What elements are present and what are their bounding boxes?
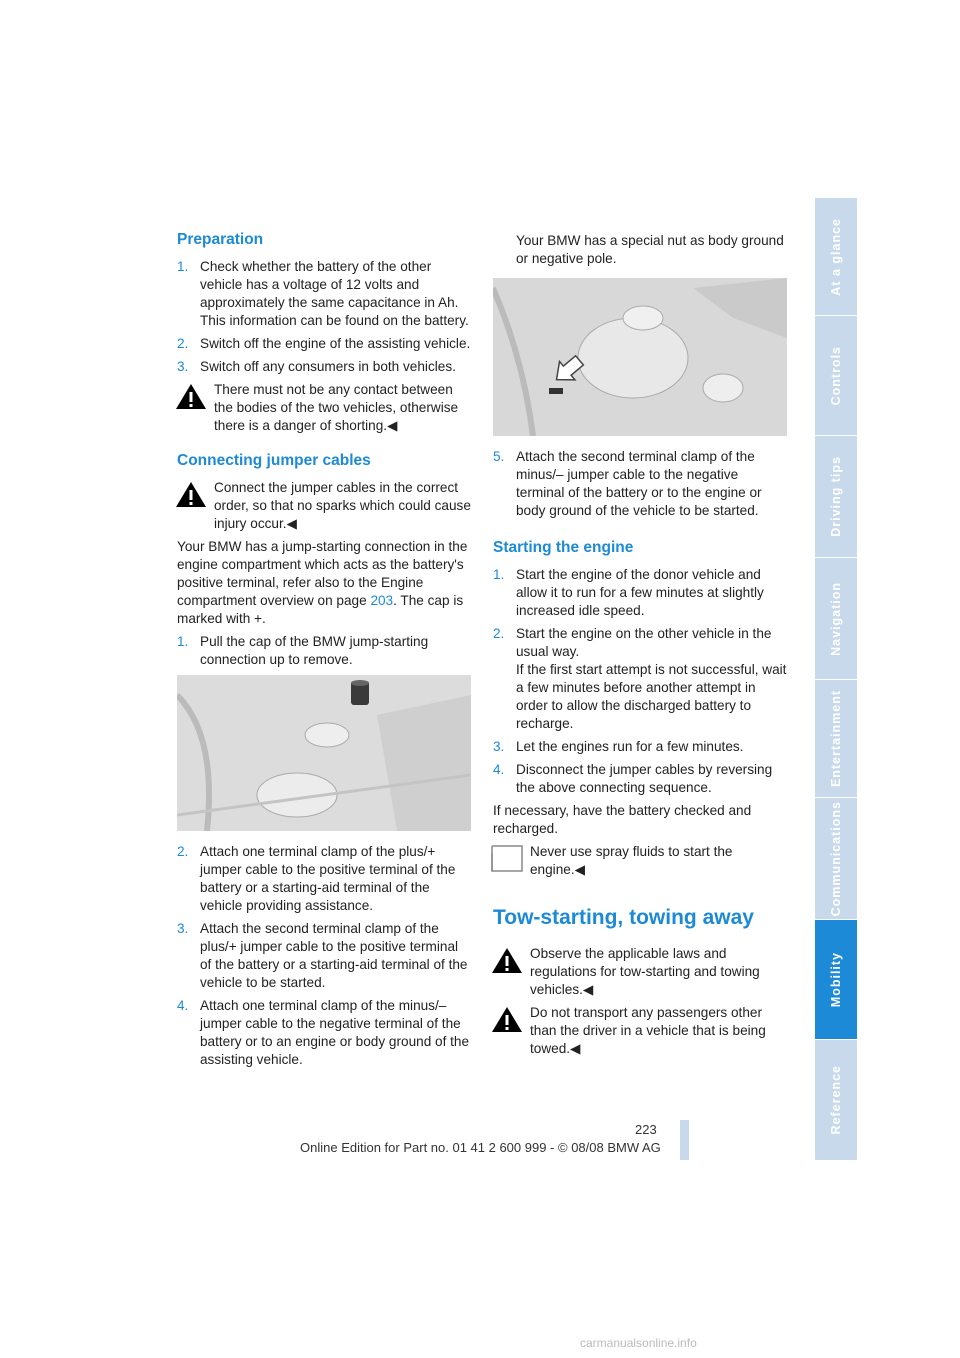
warning-note [177, 479, 471, 533]
step-text: Let the engines run for a few minutes. [516, 739, 744, 754]
step-text: Attach the second terminal clamp of the minus/– jumper cable to the negative terminal of the battery or to the engine or body ground of the vehicle to be started. [516, 449, 762, 518]
engine-illustration [177, 675, 471, 831]
engine-photo-ground [493, 278, 787, 436]
tab-label: Entertainment [829, 689, 843, 788]
list-item [177, 335, 471, 353]
warning-note [493, 945, 787, 999]
step-text: Attach the second terminal clamp of the plus/+ jumper cable to the positive terminal of the battery or a starting-aid terminal of the vehicle to be started. [200, 921, 468, 990]
tab-communications[interactable] [815, 798, 857, 920]
warning-icon [491, 947, 523, 974]
list-item [493, 566, 787, 620]
tab-label: Navigation [829, 581, 843, 656]
step-text: Start the engine on the other vehicle in the usual way. If the first start attempt is not successful, wait a few minutes before another attempt in order to allow the discharged battery to recharge. [516, 626, 787, 731]
list-item [177, 633, 471, 669]
step-number: 2. [177, 336, 189, 351]
tab-at-a-glance[interactable] [815, 198, 857, 316]
step-number: 1. [177, 259, 189, 274]
intro-text-end: . The cap is marked with +. [177, 593, 464, 626]
warning-icon [175, 383, 207, 410]
chapter-sidebar [815, 198, 857, 1160]
warning-text: Do not transport any passengers other than the driver in a vehicle that is being towed.◀ [530, 1005, 766, 1056]
engine-illustration [493, 278, 787, 436]
step-number: 3. [177, 921, 189, 936]
warning-text: Observe the applicable laws and regulations for tow-starting and towing vehicles.◀ [530, 946, 760, 997]
step-text: Start the engine of the donor vehicle and allow it to run for a few minutes at slightly increased idle speed. [516, 567, 764, 618]
page-link[interactable]: 203 [370, 593, 394, 608]
list-item [493, 625, 787, 733]
step-number: 5. [493, 449, 505, 464]
tab-reference[interactable] [815, 1040, 857, 1161]
warning-text: Connect the jumper cables in the correct order, so that no sparks which could cause injury occur.◀ [214, 480, 471, 531]
tip-text: Never use spray fluids to start the engine.◀ [530, 844, 733, 877]
warning-note [177, 381, 471, 435]
step-text: Attach one terminal clamp of the minus/– jumper cable to the negative terminal of the battery or to an engine or body ground of the assisting vehicle. [200, 998, 470, 1067]
list-item [177, 358, 471, 376]
tab-mobility[interactable] [815, 920, 857, 1040]
tab-label: Mobility [829, 951, 843, 1008]
step-text: Disconnect the jumper cables by reversing the above connecting sequence. [516, 762, 773, 795]
step-text: Check whether the battery of the other vehicle has a voltage of 12 volts and approximately the same capacitance in Ah. This information can be found on the battery. [200, 259, 469, 328]
step-text: Attach one terminal clamp of the plus/+ jumper cable to the positive terminal of the battery or a starting-aid terminal of the vehicle providing assistance. [200, 844, 456, 913]
step-text: Pull the cap of the BMW jump-starting connection up to remove. [200, 634, 429, 667]
step-number: 4. [493, 762, 505, 777]
tab-navigation[interactable] [815, 558, 857, 680]
intro-text: Your BMW has a jump-starting connection in the engine compartment which acts as the battery's positive terminal, refer also to the Engine compartment overview on page [177, 539, 468, 608]
note-icon [491, 845, 523, 872]
warning-icon [175, 481, 207, 508]
jumper-heading: Connecting jumper cables [177, 452, 371, 469]
tow-heading: Tow-starting, towing away [493, 906, 754, 929]
ground-note: Your BMW has a special nut as body ground or negative pole. [516, 233, 784, 266]
warning-icon [491, 1006, 523, 1033]
step-number: 2. [177, 844, 189, 859]
step-text: Switch off any consumers in both vehicles. [200, 359, 456, 374]
list-item [177, 843, 471, 915]
preparation-heading: Preparation [177, 231, 264, 248]
page-marker [680, 1120, 689, 1160]
step-number: 2. [493, 626, 505, 641]
right-column [493, 232, 787, 1063]
list-item [177, 997, 471, 1069]
tab-controls[interactable] [815, 316, 857, 436]
tip-note [493, 843, 787, 879]
list-item [493, 738, 787, 756]
jumper-intro [177, 538, 471, 628]
warning-text: There must not be any contact between the bodies of the two vehicles, otherwise there is a danger of shorting.◀ [214, 382, 459, 433]
step-text: Switch off the engine of the assisting vehicle. [200, 336, 471, 351]
step-number: 1. [493, 567, 505, 582]
left-column [177, 230, 471, 1074]
tab-label: Reference [829, 1065, 843, 1135]
after-start-text: If necessary, have the battery checked and recharged. [493, 803, 752, 836]
list-item [177, 258, 471, 330]
edition-text: Online Edition for Part no. 01 41 2 600 999 - © 08/08 BMW AG [300, 1140, 661, 1155]
step-number: 4. [177, 998, 189, 1013]
list-item [493, 448, 787, 520]
step-number: 3. [177, 359, 189, 374]
starting-heading: Starting the engine [493, 539, 634, 556]
step-number: 1. [177, 634, 189, 649]
tab-driving-tips[interactable] [815, 436, 857, 558]
tab-label: Driving tips [829, 456, 843, 537]
tab-label: Communications [829, 800, 843, 917]
tab-entertainment[interactable] [815, 680, 857, 798]
list-item [177, 920, 471, 992]
page-number: 223 [635, 1122, 657, 1137]
tab-label: At a glance [829, 217, 843, 296]
engine-photo-cap [177, 675, 471, 831]
step-number: 3. [493, 739, 505, 754]
warning-note [493, 1004, 787, 1058]
list-item [493, 761, 787, 797]
watermark: carmanualsonline.info [580, 1336, 697, 1350]
tab-label: Controls [829, 345, 843, 406]
